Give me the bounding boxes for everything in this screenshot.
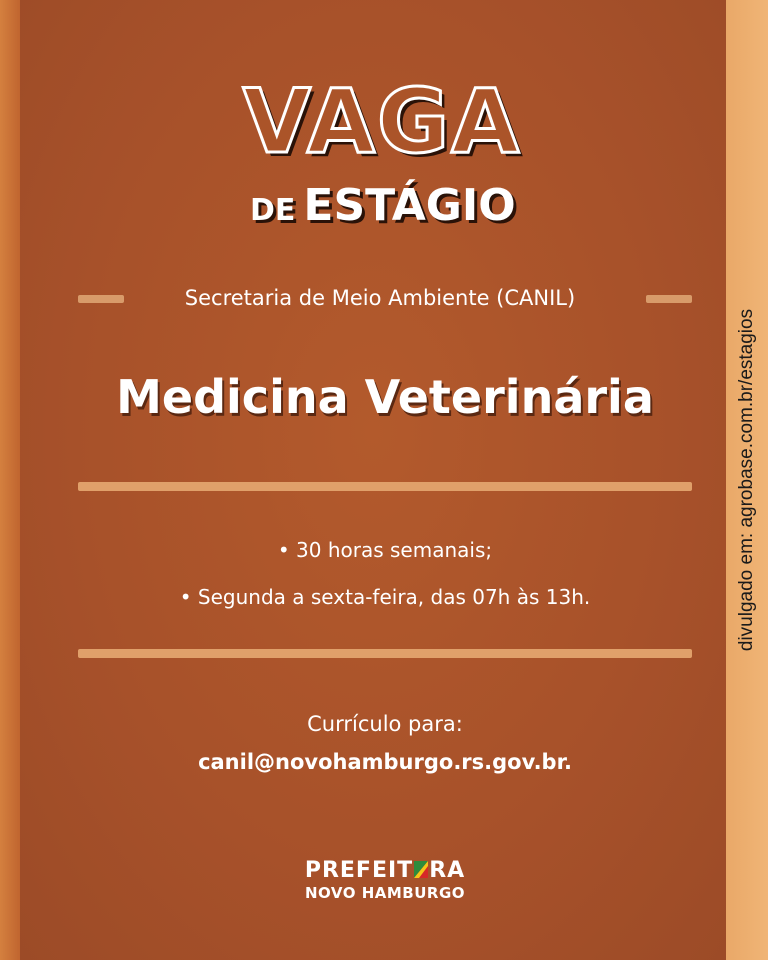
prefeitura-logo (290, 858, 480, 902)
logo-line1 (290, 858, 480, 884)
cv-email: canil@novohamburgo.rs.gov.br. (198, 750, 572, 774)
logo-text-left: PREFEIT (304, 858, 414, 883)
bullet-hours: • 30 horas semanais; (277, 538, 493, 562)
bullet-schedule: • Segunda a sexta-feira, das 07h às 13h. (179, 585, 591, 609)
source-note: divulgado em: agrobase.com.br/estagios (736, 308, 757, 652)
logo-text-right: RA (429, 858, 466, 883)
title-estagio-word: ESTÁGIO (303, 180, 516, 231)
title-de: DE (250, 193, 296, 228)
flag-icon (414, 861, 428, 878)
decorative-bar-right (646, 295, 692, 303)
divider-top (78, 482, 692, 491)
title-estagio (250, 180, 560, 231)
left-border-strip (0, 0, 20, 960)
cv-label: Currículo para: (307, 712, 463, 736)
course-title: Medicina Veterinária (116, 370, 654, 424)
divider-bottom (78, 649, 692, 658)
logo-line2: NOVO HAMBURGO (304, 884, 466, 902)
title-vaga: VAGA (242, 70, 522, 173)
department-label: Secretaria de Meio Ambiente (CANIL) (184, 286, 576, 310)
decorative-bar-left (78, 295, 124, 303)
